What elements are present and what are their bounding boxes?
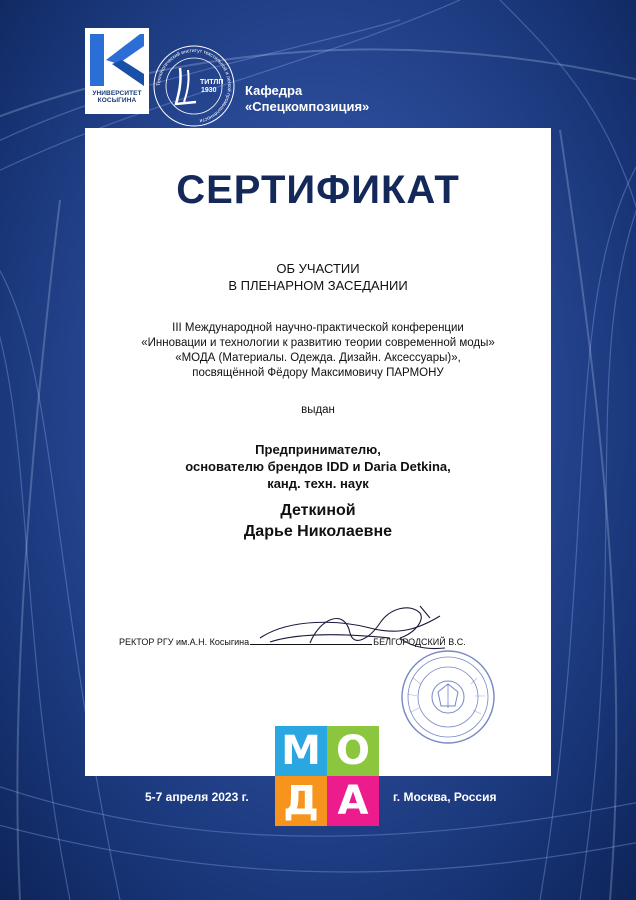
recipient-line3: канд. техн. наук (267, 476, 369, 491)
institute-abbr: ТИТЛП (200, 79, 224, 86)
rector-signature-line (119, 637, 466, 647)
university-name-line2: КОСЫГИНА (97, 97, 137, 104)
institute-year: 1930 (201, 87, 217, 94)
moda-tile-o (327, 726, 379, 776)
recipient-surname: Деткиной (280, 502, 356, 519)
department-line2: «Спецкомпозиция» (245, 99, 370, 114)
university-name-line1: УНИВЕРСИТЕТ (92, 90, 142, 97)
university-k-icon (88, 32, 146, 88)
moda-logo (275, 726, 379, 826)
official-stamp (377, 648, 519, 746)
signature-underline (250, 644, 372, 645)
moda-tile-d (275, 776, 327, 826)
moda-letter-o: О (335, 728, 370, 774)
rector-name: БЕЛГОРОДСКИЙ В.С. (373, 637, 466, 647)
moda-letter-d: Д (283, 778, 319, 824)
moda-letter-a: А (337, 778, 369, 824)
conference-text (85, 321, 551, 381)
rector-title: РЕКТОР РГУ им.А.Н. Косыгина (119, 637, 250, 647)
participation-line1: ОБ УЧАСТИИ (276, 261, 360, 276)
participation-line2: В ПЛЕНАРНОМ ЗАСЕДАНИИ (228, 278, 408, 293)
moda-letter-m: М (281, 728, 321, 774)
conference-line3: «МОДА (Материалы. Одежда. Дизайн. Аксессуары)», (175, 352, 461, 364)
recipient-line1: Предпринимателю, (255, 442, 381, 457)
university-name (88, 90, 146, 104)
participation-text (85, 260, 551, 294)
issued-label: выдан (301, 404, 335, 416)
conference-line2: «Инновации и технологии к развитию теории современной моды» (141, 337, 495, 349)
certificate-title: СЕРТИФИКАТ (176, 168, 460, 212)
conference-line4: посвящённой Фёдору Максимовичу ПАРМОНУ (192, 367, 444, 379)
conference-line1: III Международной научно-практической конференции (172, 322, 464, 334)
event-date: 5-7 апреля 2023 г. (145, 790, 249, 804)
institute-logo (152, 44, 236, 128)
recipient-line2: основателю брендов IDD и Daria Detkina, (185, 459, 451, 474)
moda-tile-m (275, 726, 327, 776)
recipient-name (85, 500, 551, 542)
department-label (245, 83, 369, 115)
university-logo (85, 28, 149, 114)
institute-ring-text: Технологический институт текстильной и легкой промышленности (155, 47, 233, 124)
recipient-given-names: Дарье Николаевне (243, 523, 393, 540)
certificate-paper (85, 128, 551, 776)
event-city: г. Москва, Россия (393, 790, 497, 804)
department-line1: Кафедра (245, 83, 303, 98)
moda-tile-a (327, 776, 379, 826)
recipient-description (85, 441, 551, 492)
